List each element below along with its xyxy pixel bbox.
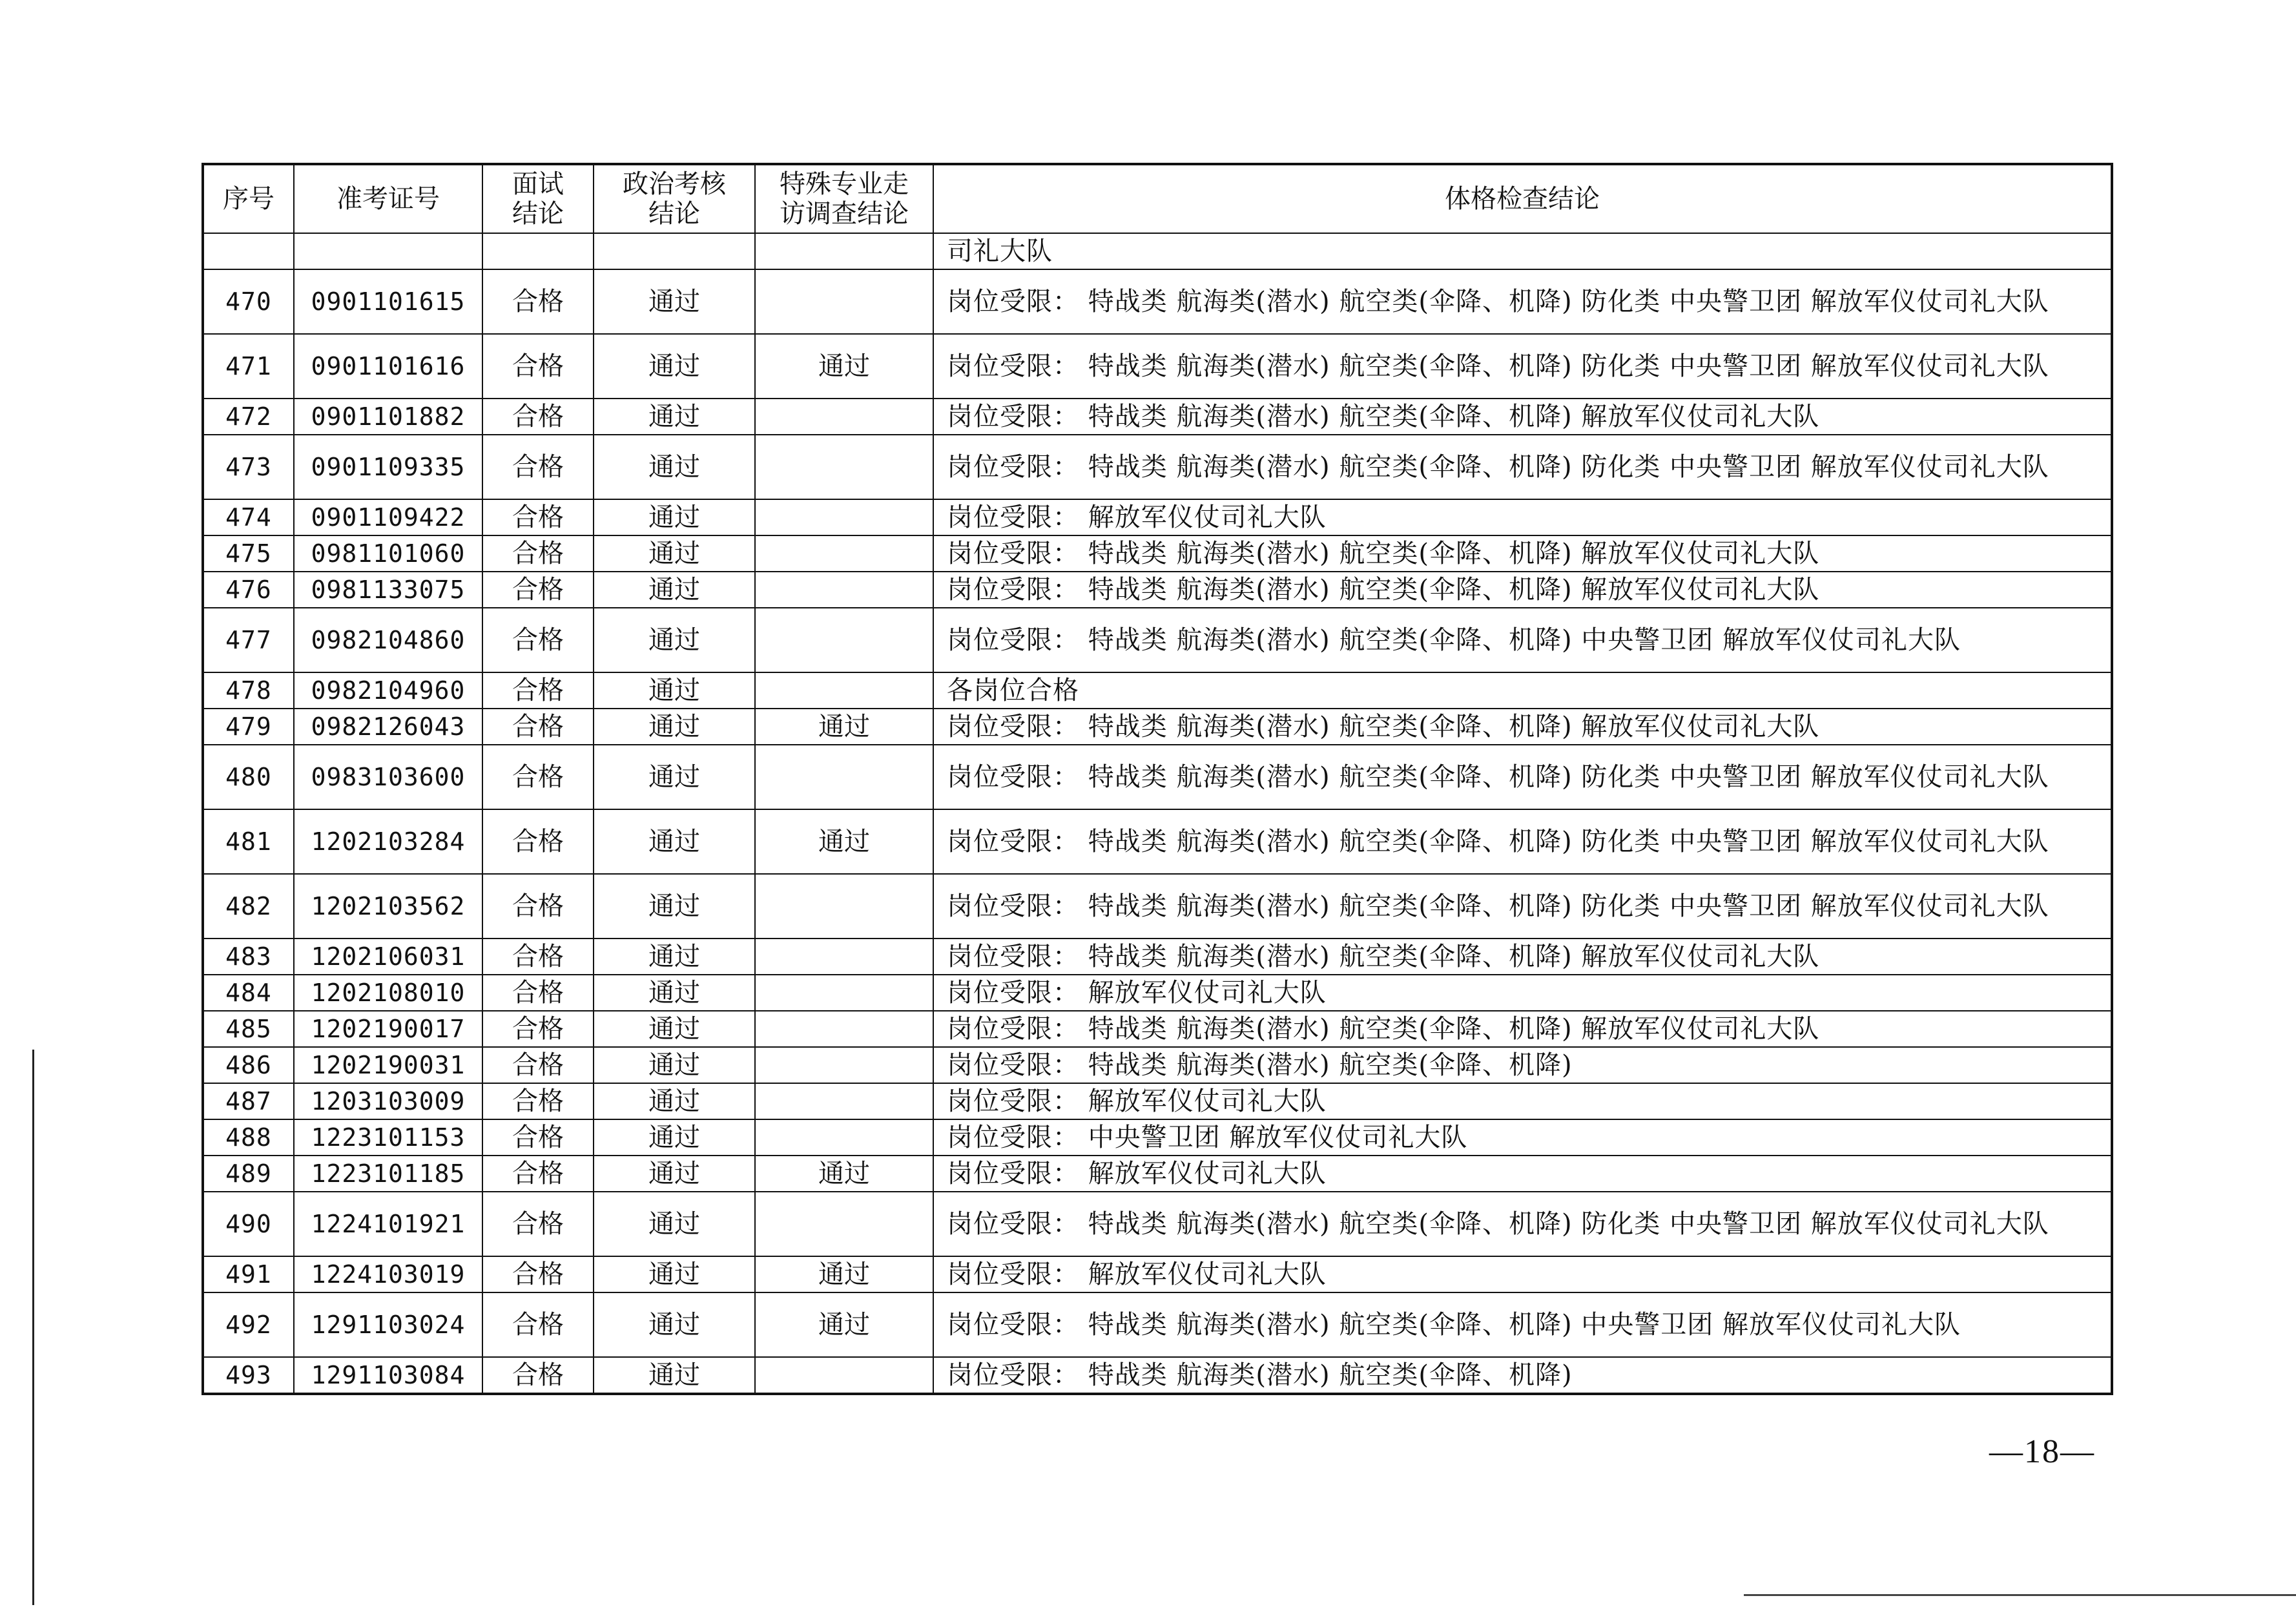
- cell-interview: 合格: [482, 499, 594, 535]
- table-row: [203, 975, 2112, 1011]
- cell-exam-id: [294, 233, 482, 269]
- cell-special: [755, 399, 933, 435]
- cell-seq: 481: [203, 809, 294, 874]
- cell-political: 通过: [594, 1083, 755, 1119]
- cell-seq: 482: [203, 874, 294, 939]
- cell-seq: 487: [203, 1083, 294, 1119]
- table-row: [203, 399, 2112, 435]
- cell-seq: 488: [203, 1119, 294, 1156]
- cell-exam-id: 1202190031: [294, 1047, 482, 1083]
- cell-physical: 岗位受限： 中央警卫团 解放军仪仗司礼大队: [933, 1119, 2112, 1156]
- table-row: [203, 435, 2112, 499]
- cell-exam-id: 0981133075: [294, 572, 482, 608]
- cell-seq: 485: [203, 1011, 294, 1047]
- cell-physical: 岗位受限： 特战类 航海类(潜水) 航空类(伞降、机降) 解放军仪仗司礼大队: [933, 399, 2112, 435]
- table-row: [203, 709, 2112, 745]
- cell-exam-id: 1202103284: [294, 809, 482, 874]
- cell-exam-id: 1202190017: [294, 1011, 482, 1047]
- cell-special: [755, 435, 933, 499]
- cell-political: [594, 233, 755, 269]
- cell-interview: 合格: [482, 1256, 594, 1292]
- table-row: [203, 1292, 2112, 1357]
- cell-seq: 479: [203, 709, 294, 745]
- cell-political: 通过: [594, 535, 755, 572]
- cell-interview: 合格: [482, 269, 594, 334]
- cell-political: 通过: [594, 1011, 755, 1047]
- cell-political: 通过: [594, 334, 755, 399]
- table-row: [203, 745, 2112, 809]
- cell-exam-id: 0983103600: [294, 745, 482, 809]
- cell-interview: 合格: [482, 1156, 594, 1192]
- header-interview: 面试 结论: [482, 164, 594, 233]
- cell-seq: 477: [203, 608, 294, 672]
- cell-physical: 岗位受限： 特战类 航海类(潜水) 航空类(伞降、机降) 解放军仪仗司礼大队: [933, 1011, 2112, 1047]
- cell-interview: 合格: [482, 1011, 594, 1047]
- cell-interview: 合格: [482, 1047, 594, 1083]
- cell-special: [755, 1083, 933, 1119]
- cell-physical: 岗位受限： 特战类 航海类(潜水) 航空类(伞降、机降): [933, 1357, 2112, 1394]
- cell-special: [755, 1011, 933, 1047]
- cell-seq: 470: [203, 269, 294, 334]
- table-row: [203, 672, 2112, 709]
- cell-exam-id: 1203103009: [294, 1083, 482, 1119]
- cell-interview: 合格: [482, 1292, 594, 1357]
- cell-special: 通过: [755, 1292, 933, 1357]
- cell-physical: 岗位受限： 解放军仪仗司礼大队: [933, 1256, 2112, 1292]
- cell-seq: 471: [203, 334, 294, 399]
- table-row: [203, 1047, 2112, 1083]
- cell-special: 通过: [755, 809, 933, 874]
- cell-interview: 合格: [482, 709, 594, 745]
- table-row: [203, 1256, 2112, 1292]
- cell-special: [755, 1192, 933, 1256]
- cell-interview: 合格: [482, 975, 594, 1011]
- cell-seq: 491: [203, 1256, 294, 1292]
- cell-seq: 474: [203, 499, 294, 535]
- cell-special: [755, 499, 933, 535]
- cell-exam-id: 1291103084: [294, 1357, 482, 1394]
- cell-seq: 483: [203, 939, 294, 975]
- table-row: [203, 334, 2112, 399]
- cell-seq: 490: [203, 1192, 294, 1256]
- cell-seq: 472: [203, 399, 294, 435]
- cell-physical: 岗位受限： 特战类 航海类(潜水) 航空类(伞降、机降) 解放军仪仗司礼大队: [933, 939, 2112, 975]
- cell-seq: [203, 233, 294, 269]
- cell-physical: 岗位受限： 特战类 航海类(潜水) 航空类(伞降、机降) 防化类 中央警卫团 解放军仪仗司礼大队: [933, 874, 2112, 939]
- cell-exam-id: 1202108010: [294, 975, 482, 1011]
- cell-exam-id: 0901101882: [294, 399, 482, 435]
- cell-interview: 合格: [482, 939, 594, 975]
- cell-physical: 岗位受限： 特战类 航海类(潜水) 航空类(伞降、机降) 防化类 中央警卫团 解放军仪仗司礼大队: [933, 1192, 2112, 1256]
- table-row: [203, 269, 2112, 334]
- cell-physical: 岗位受限： 解放军仪仗司礼大队: [933, 1083, 2112, 1119]
- cell-exam-id: 1202103562: [294, 874, 482, 939]
- cell-seq: 475: [203, 535, 294, 572]
- cell-physical: 岗位受限： 解放军仪仗司礼大队: [933, 1156, 2112, 1192]
- cell-political: 通过: [594, 1292, 755, 1357]
- table-row: [203, 1192, 2112, 1256]
- cell-seq: 480: [203, 745, 294, 809]
- cell-exam-id: 1291103024: [294, 1292, 482, 1357]
- cell-exam-id: 0982104960: [294, 672, 482, 709]
- cell-special: [755, 1357, 933, 1394]
- cell-seq: 476: [203, 572, 294, 608]
- cell-special: [755, 1047, 933, 1083]
- cell-seq: 473: [203, 435, 294, 499]
- cell-physical: 岗位受限： 特战类 航海类(潜水) 航空类(伞降、机降): [933, 1047, 2112, 1083]
- cell-special: 通过: [755, 709, 933, 745]
- cell-exam-id: 0901101615: [294, 269, 482, 334]
- cell-special: [755, 975, 933, 1011]
- cell-political: 通过: [594, 672, 755, 709]
- cell-exam-id: 0982104860: [294, 608, 482, 672]
- cell-physical: 司礼大队: [933, 233, 2112, 269]
- cell-physical: 岗位受限： 解放军仪仗司礼大队: [933, 499, 2112, 535]
- table-row: [203, 1119, 2112, 1156]
- table-row: [203, 233, 2112, 269]
- table-row: [203, 1011, 2112, 1047]
- cell-physical: 各岗位合格: [933, 672, 2112, 709]
- cell-seq: 484: [203, 975, 294, 1011]
- cell-political: 通过: [594, 572, 755, 608]
- cell-seq: 489: [203, 1156, 294, 1192]
- cell-political: 通过: [594, 709, 755, 745]
- cell-political: 通过: [594, 499, 755, 535]
- cell-special: [755, 233, 933, 269]
- cell-political: 通过: [594, 874, 755, 939]
- cell-physical: 岗位受限： 特战类 航海类(潜水) 航空类(伞降、机降) 防化类 中央警卫团 解放军仪仗司礼大队: [933, 809, 2112, 874]
- cell-exam-id: 1224103019: [294, 1256, 482, 1292]
- page-number: —18—: [1989, 1433, 2095, 1470]
- cell-exam-id: 0901101616: [294, 334, 482, 399]
- cell-interview: 合格: [482, 1357, 594, 1394]
- scan-edge-line: [1744, 1594, 2296, 1596]
- results-table: [202, 163, 2113, 1395]
- cell-seq: 478: [203, 672, 294, 709]
- cell-political: 通过: [594, 269, 755, 334]
- cell-special: [755, 939, 933, 975]
- header-special: 特殊专业走 访调查结论: [755, 164, 933, 233]
- table-row: [203, 535, 2112, 572]
- cell-interview: 合格: [482, 1083, 594, 1119]
- cell-political: 通过: [594, 435, 755, 499]
- cell-exam-id: 0901109335: [294, 435, 482, 499]
- cell-special: [755, 1119, 933, 1156]
- table-header-row: [203, 164, 2112, 233]
- cell-exam-id: 1223101185: [294, 1156, 482, 1192]
- cell-special: [755, 608, 933, 672]
- cell-political: 通过: [594, 1256, 755, 1292]
- cell-political: 通过: [594, 399, 755, 435]
- cell-interview: 合格: [482, 745, 594, 809]
- cell-interview: 合格: [482, 572, 594, 608]
- table-row: [203, 939, 2112, 975]
- cell-physical: 岗位受限： 特战类 航海类(潜水) 航空类(伞降、机降) 防化类 中央警卫团 解放军仪仗司礼大队: [933, 334, 2112, 399]
- cell-physical: 岗位受限： 特战类 航海类(潜水) 航空类(伞降、机降) 解放军仪仗司礼大队: [933, 709, 2112, 745]
- table-row: [203, 1357, 2112, 1394]
- cell-interview: [482, 233, 594, 269]
- cell-special: [755, 535, 933, 572]
- cell-physical: 岗位受限： 特战类 航海类(潜水) 航空类(伞降、机降) 防化类 中央警卫团 解放军仪仗司礼大队: [933, 745, 2112, 809]
- cell-political: 通过: [594, 975, 755, 1011]
- header-physical: 体格检查结论: [933, 164, 2112, 233]
- table-row: [203, 1156, 2112, 1192]
- cell-political: 通过: [594, 745, 755, 809]
- cell-special: 通过: [755, 334, 933, 399]
- cell-political: 通过: [594, 1192, 755, 1256]
- cell-seq: 492: [203, 1292, 294, 1357]
- table-row: [203, 809, 2112, 874]
- cell-exam-id: 0981101060: [294, 535, 482, 572]
- cell-physical: 岗位受限： 特战类 航海类(潜水) 航空类(伞降、机降) 防化类 中央警卫团 解放军仪仗司礼大队: [933, 435, 2112, 499]
- cell-exam-id: 0901109422: [294, 499, 482, 535]
- table-row: [203, 499, 2112, 535]
- cell-special: [755, 672, 933, 709]
- header-seq: 序号: [203, 164, 294, 233]
- header-exam-id: 准考证号: [294, 164, 482, 233]
- cell-physical: 岗位受限： 特战类 航海类(潜水) 航空类(伞降、机降) 解放军仪仗司礼大队: [933, 535, 2112, 572]
- cell-political: 通过: [594, 1119, 755, 1156]
- cell-seq: 493: [203, 1357, 294, 1394]
- table-body: [203, 233, 2112, 1394]
- cell-interview: 合格: [482, 334, 594, 399]
- cell-political: 通过: [594, 939, 755, 975]
- cell-interview: 合格: [482, 1192, 594, 1256]
- cell-political: 通过: [594, 1357, 755, 1394]
- cell-political: 通过: [594, 809, 755, 874]
- header-political: 政治考核 结论: [594, 164, 755, 233]
- cell-political: 通过: [594, 1047, 755, 1083]
- cell-political: 通过: [594, 1156, 755, 1192]
- cell-interview: 合格: [482, 399, 594, 435]
- cell-special: 通过: [755, 1256, 933, 1292]
- cell-physical: 岗位受限： 解放军仪仗司礼大队: [933, 975, 2112, 1011]
- cell-special: 通过: [755, 1156, 933, 1192]
- cell-interview: 合格: [482, 608, 594, 672]
- cell-physical: 岗位受限： 特战类 航海类(潜水) 航空类(伞降、机降) 中央警卫团 解放军仪仗司礼大队: [933, 608, 2112, 672]
- cell-political: 通过: [594, 608, 755, 672]
- cell-physical: 岗位受限： 特战类 航海类(潜水) 航空类(伞降、机降) 解放军仪仗司礼大队: [933, 572, 2112, 608]
- cell-interview: 合格: [482, 535, 594, 572]
- cell-interview: 合格: [482, 809, 594, 874]
- cell-exam-id: 1223101153: [294, 1119, 482, 1156]
- cell-special: [755, 874, 933, 939]
- cell-interview: 合格: [482, 1119, 594, 1156]
- table-row: [203, 874, 2112, 939]
- scan-edge-line: [32, 1050, 34, 1605]
- cell-exam-id: 0982126043: [294, 709, 482, 745]
- cell-interview: 合格: [482, 672, 594, 709]
- cell-physical: 岗位受限： 特战类 航海类(潜水) 航空类(伞降、机降) 中央警卫团 解放军仪仗司礼大队: [933, 1292, 2112, 1357]
- table-row: [203, 1083, 2112, 1119]
- cell-special: [755, 269, 933, 334]
- cell-exam-id: 1224101921: [294, 1192, 482, 1256]
- cell-physical: 岗位受限： 特战类 航海类(潜水) 航空类(伞降、机降) 防化类 中央警卫团 解放军仪仗司礼大队: [933, 269, 2112, 334]
- table-row: [203, 572, 2112, 608]
- cell-exam-id: 1202106031: [294, 939, 482, 975]
- table-row: [203, 608, 2112, 672]
- cell-interview: 合格: [482, 874, 594, 939]
- cell-special: [755, 745, 933, 809]
- cell-interview: 合格: [482, 435, 594, 499]
- cell-seq: 486: [203, 1047, 294, 1083]
- cell-special: [755, 572, 933, 608]
